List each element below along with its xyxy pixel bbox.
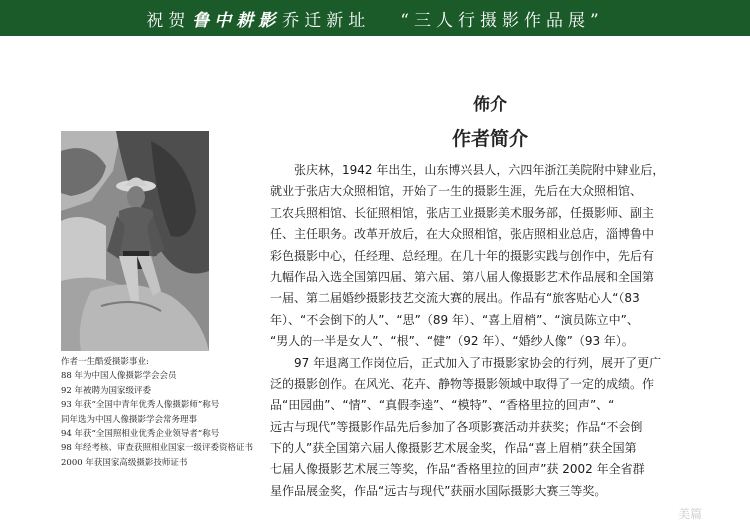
banner-brand: 鲁中耕影 xyxy=(192,10,281,31)
text-line: 星作品展金奖，作品“远古与现代”获丽水国际摄影大赛三等奖。 xyxy=(270,483,607,498)
page-title: 作者简介 xyxy=(451,128,528,150)
text-line: 一届、第二届婚纱摄影技艺交流大赛的展出。作品有“旅客贴心人“（83 xyxy=(270,291,640,306)
text-line: 年）、“不会倒下的人”、“思”（89 年）、“喜上眉梢”、“演员陈立中”、 xyxy=(270,312,639,327)
text-line: 任、主任职务。改革开放后，在大众照相馆，张店照相业总店，淄博鲁中 xyxy=(270,227,655,242)
banner-prefix: 祝贺 xyxy=(146,10,191,31)
biography-text xyxy=(270,160,678,502)
text-line: 下的人”获全国第六届人像摄影艺术展金奖，作品“喜上眉梢”获全国第 xyxy=(270,441,637,456)
text-line: 就业于张店大众照相馆，开始了一生的摄影生涯，先后在大众照相馆、 xyxy=(270,184,643,199)
text-line: “男人的一半是女人”、“根”、“健”（92 年）、“婚纱人像”（93 年）。 xyxy=(270,334,634,349)
author-portrait-photo xyxy=(61,131,209,351)
text-line: 泛的摄影创作。在风光、花卉、静物等摄影领域中取得了一定的成绩。作 xyxy=(270,376,655,391)
text-line: 远古与现代”等摄影作品先后参加了各项影赛活动并获奖；作品“不会倒 xyxy=(270,419,643,434)
text-line: 97 年退离工作岗位后，正式加入了市摄影家协会的行列，展开了更广 xyxy=(270,355,662,370)
text-line: 彩色摄影中心，任经理、总经理。在几十年的摄影实践与创作中，先后有 xyxy=(270,248,655,263)
text-line: 张庆林，1942 年出生，山东博兴县人，六四年浙江美院附中肄业后， xyxy=(270,163,665,177)
watermark-logo: 美篇 xyxy=(678,507,703,521)
section-heading: 佈介 xyxy=(473,95,507,115)
text-line: 品“田园曲”、“情”、“真假李逵”、“模特”、“香格里拉的回声”、“ xyxy=(270,398,615,413)
caption-line: 同年选为中国人像摄影学会常务理事 xyxy=(61,414,198,425)
photo-caption xyxy=(61,355,261,470)
caption-line: 2000 年获国家高级摄影技师证书 xyxy=(61,457,188,468)
caption-line: 88 年为中国人像摄影学会会员 xyxy=(61,371,177,382)
text-line: 七届人像摄影艺术展三等奖，作品“香格里拉的回声”获 2002 年全省群 xyxy=(270,462,645,477)
header-banner xyxy=(0,0,750,36)
text-line: 工农兵照相馆、长征照相馆，张店工业摄影美术服务部，任摄影师、副主 xyxy=(270,205,655,220)
caption-line: 93 年获“全国中青年优秀人像摄影师”称号 xyxy=(61,400,220,411)
caption-line: 94 年获“全国照相业优秀企业领导者”称号 xyxy=(61,429,220,440)
caption-line: 92 年被聘为国家级评委 xyxy=(61,385,152,396)
banner-exhibition-title: “三人行摄影作品展” xyxy=(400,10,604,31)
banner-suffix: 乔迁新址 xyxy=(282,10,371,31)
text-line: 九幅作品入选全国第四届、第六届、第八届人像摄影艺术作品展和全国第 xyxy=(270,269,655,284)
caption-line: 作者一生酷爱摄影事业: xyxy=(61,357,149,367)
caption-line: 98 年经考核、审查获照相业国家一级评委资格证书 xyxy=(61,443,254,454)
